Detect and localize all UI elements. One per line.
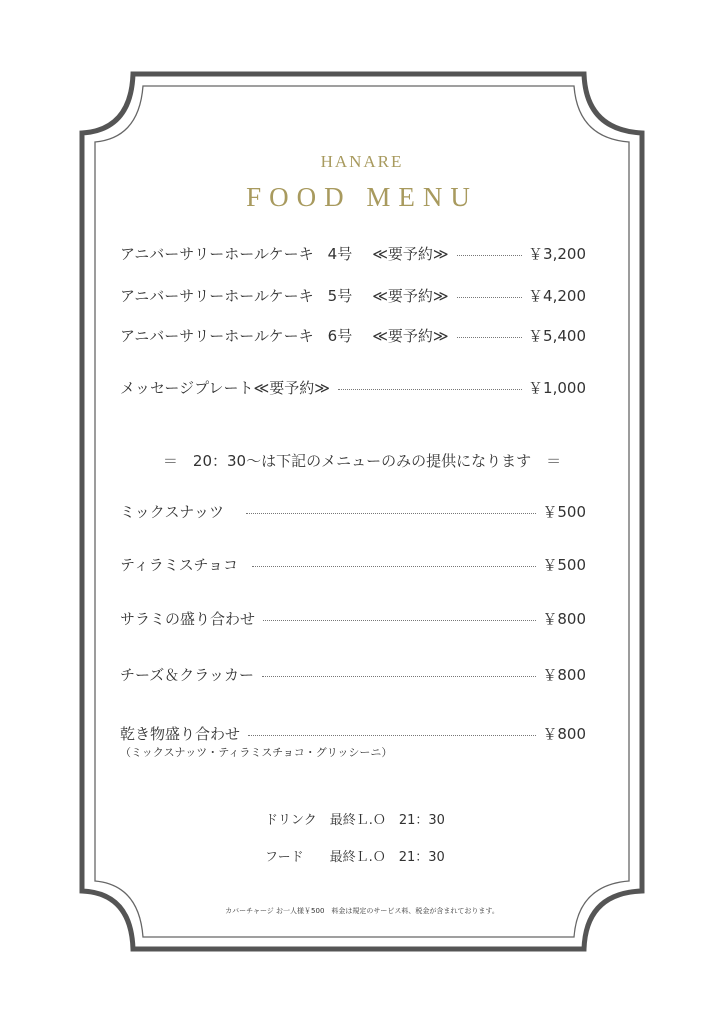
- dotted-leader: [338, 389, 522, 390]
- page-title: FOOD MENU: [246, 182, 478, 212]
- menu-item-cake-4: [120, 240, 586, 266]
- drink-last-order: ドリンク 最終Ｌ.Ｏ 21：30: [265, 813, 445, 828]
- cover-charge-note: カバーチャージ お一人様￥500 料金は規定のサービス料、税金が含まれております。: [225, 907, 499, 915]
- dotted-leader: [248, 735, 536, 736]
- item-price: ￥800: [542, 665, 586, 684]
- brand-name: HANARE: [320, 152, 404, 171]
- menu-item-cheese-crackers: [120, 661, 586, 687]
- dotted-leader: [262, 676, 536, 677]
- item-name: 乾き物盛り合わせ: [120, 724, 241, 743]
- dotted-leader: [457, 255, 522, 256]
- menu-item-message-plate: [120, 374, 586, 400]
- item-name: アニバーサリーホールケーキ 5号 ≪要予約≫: [120, 286, 449, 305]
- menu-item-cake-5: [120, 282, 586, 308]
- menu-item-cake-6: [120, 322, 586, 348]
- menu-item-dry-snacks-platter: [120, 720, 586, 746]
- item-price: ￥500: [542, 502, 586, 521]
- menu-item-salami-platter: [120, 605, 586, 631]
- item-name: サラミの盛り合わせ: [120, 609, 256, 628]
- menu-item-mixed-nuts: [120, 498, 586, 524]
- menu-item-tiramisu-choco: [120, 551, 586, 577]
- item-price: ￥4,200: [528, 286, 586, 305]
- dotted-leader: [457, 297, 522, 298]
- dotted-leader: [252, 566, 536, 567]
- item-name: メッセージプレート≪要予約≫: [120, 378, 330, 397]
- item-name: アニバーサリーホールケーキ 6号 ≪要予約≫: [120, 326, 449, 345]
- item-price: ￥500: [542, 555, 586, 574]
- item-name: ミックスナッツ: [120, 502, 224, 521]
- food-last-order: フード 最終Ｌ.Ｏ 21：30: [265, 850, 445, 865]
- item-price: ￥800: [542, 724, 586, 743]
- late-menu-notice: ＝ 20：30～は下記のメニューのみの提供になります ＝: [162, 452, 562, 470]
- item-price: ￥1,000: [528, 378, 586, 397]
- dotted-leader: [246, 513, 536, 514]
- item-price: ￥5,400: [528, 326, 586, 345]
- item-name: チーズ＆クラッカー: [120, 665, 254, 684]
- dotted-leader: [457, 337, 522, 338]
- item-price: ￥3,200: [528, 244, 586, 263]
- item-name: ティラミスチョコ: [120, 555, 239, 574]
- item-name: アニバーサリーホールケーキ 4号 ≪要予約≫: [120, 244, 449, 263]
- item-description: （ミックスナッツ・ティラミスチョコ・グリッシーニ）: [120, 746, 393, 759]
- dotted-leader: [263, 620, 536, 621]
- item-price: ￥800: [542, 609, 586, 628]
